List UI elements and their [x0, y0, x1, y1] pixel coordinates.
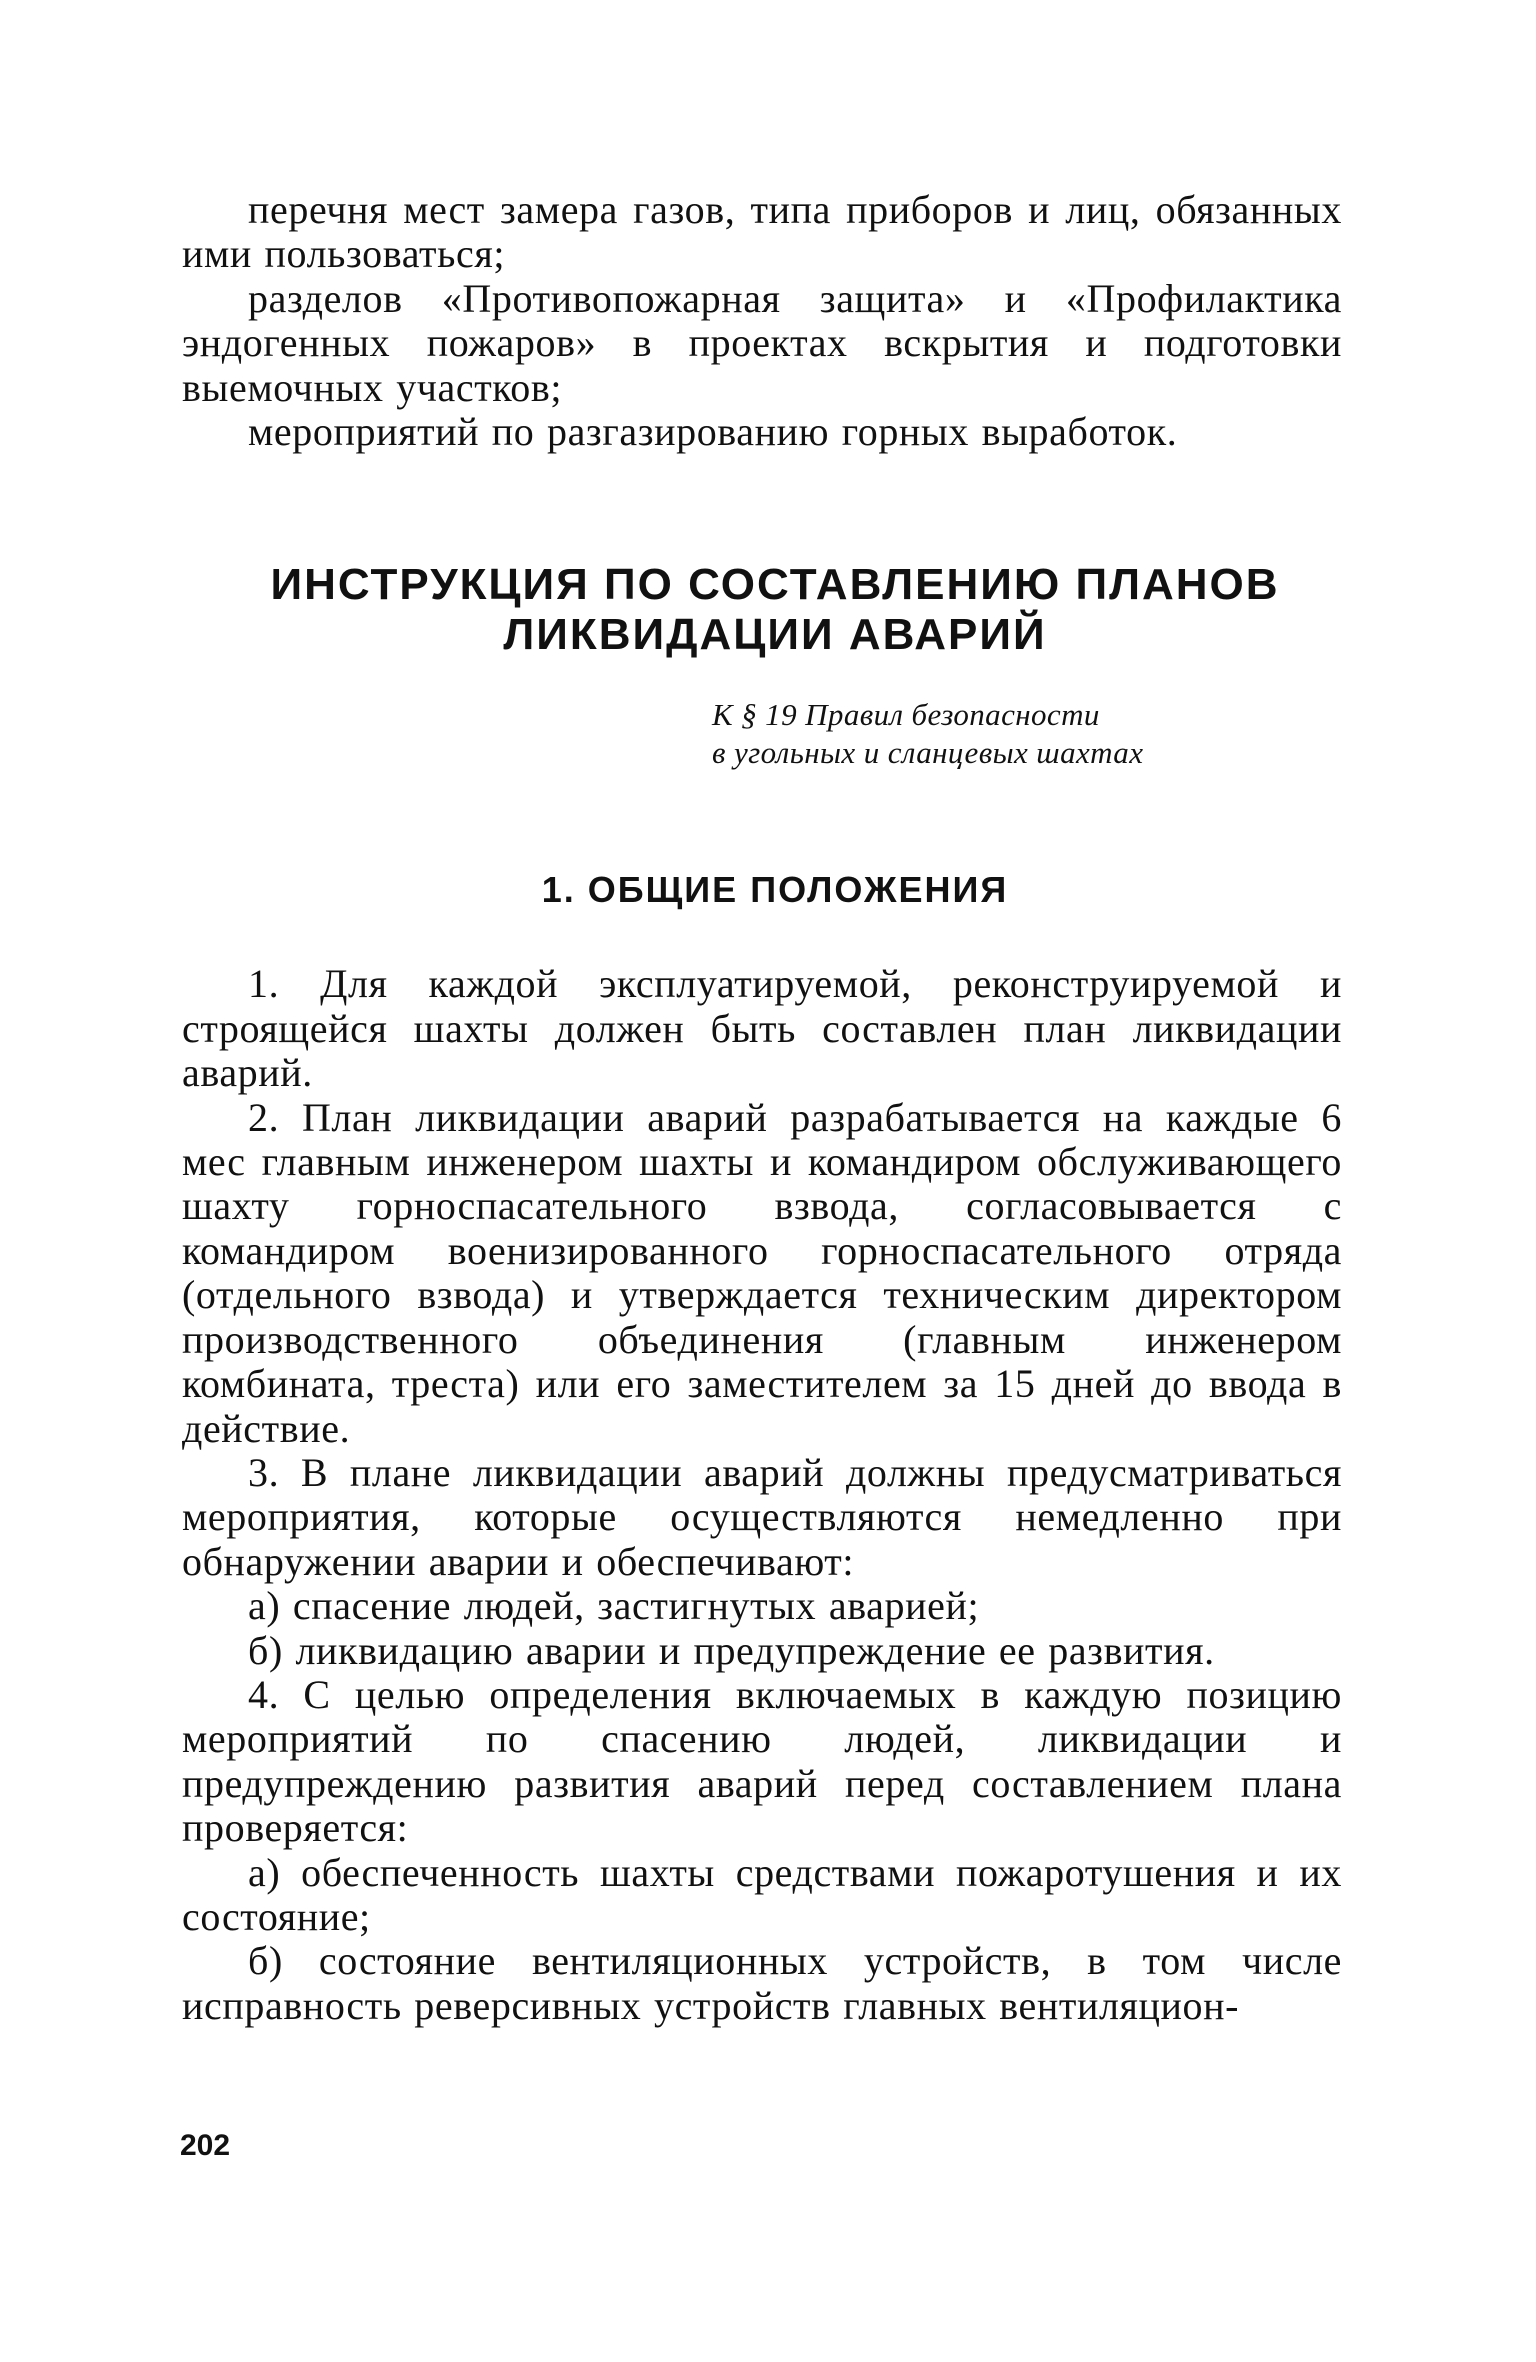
- paragraph-3: 3. В плане ликвидации аварий должны предусматриваться мероприятия, которые осуществляются немедленно при обнаружении аварии и обеспечивают:: [182, 1449, 1342, 1584]
- paragraph-3b: б) ликвидацию аварии и предупреждение ее развития.: [248, 1627, 1215, 1673]
- paragraph-4b: б) состояние вентиляционных устройств, в том числе исправность реверсивных устройств главных вентиляцион-: [182, 1938, 1342, 2028]
- intro-item-degassing: мероприятий по разгазированию горных выработок.: [248, 409, 1178, 455]
- paragraph-2: 2. План ликвидации аварий разрабатывается на каждые 6 мес главным инженером шахты и командиром обслуживающего шахту горноспасательного взвода, согласовывается с командиром военизированного горноспасательного отряда (отдельного взвода) и утверждается техническим директором производственного объединения (главным инженером комбината, треста) или его заместителем за 15 дней до ввода в действие.: [182, 1094, 1342, 1451]
- paragraph-1: 1. Для каждой эксплуатируемой, реконструируемой и строящейся шахты должен быть составлен план ликвидации аварий.: [182, 961, 1342, 1096]
- page-content: [182, 188, 1342, 2028]
- paragraph-3a: а) спасение людей, застигнутых аварией;: [248, 1583, 980, 1629]
- section-title: 1. ОБЩИЕ ПОЛОЖЕНИЯ: [541, 869, 1009, 911]
- paragraph-4: 4. С целью определения включаемых в каждую позицию мероприятий по спасению людей, ликвидации и предупреждению развития аварий перед составлением плана проверяется:: [182, 1671, 1342, 1851]
- document-title: ИНСТРУКЦИЯ ПО СОСТАВЛЕНИЮ ПЛАНОВ ЛИКВИДАЦИИ АВАРИЙ: [270, 560, 1280, 660]
- epigraph-line-1: К § 19 Правил безопасности: [712, 697, 1100, 733]
- intro-item-fire-protection: разделов «Противопожарная защита» и «Профилактика эндогенных пожаров» в проектах вскрытия и подготовки выемочных участков;: [182, 275, 1342, 410]
- page-number: 202: [180, 2129, 231, 2162]
- epigraph-line-2: в угольных и сланцевых шахтах: [712, 735, 1144, 771]
- paragraph-4a: а) обеспеченность шахты средствами пожаротушения и их состояние;: [182, 1849, 1342, 1939]
- intro-item-gas-measurement: перечня мест замера газов, типа приборов и лиц, обязанных ими пользоваться;: [182, 187, 1342, 277]
- epigraph: [182, 696, 1342, 772]
